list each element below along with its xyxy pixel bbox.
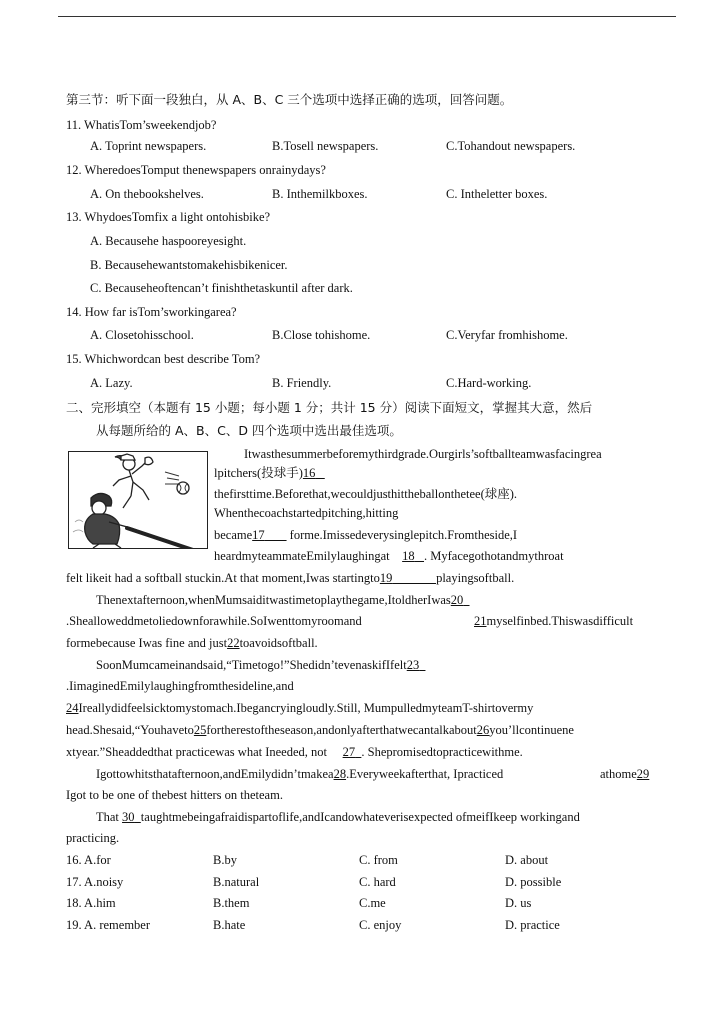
blank-20[interactable]: 20 [450, 593, 464, 607]
q13-option-a: A. Becausehe haspooreyesight. [90, 234, 247, 248]
blank-22[interactable]: 22 [227, 636, 240, 650]
p1-line3: thefirsttime.Beforethat,wecouldjusthittheballonthetee(球座). [214, 487, 518, 501]
q14-option-b: B.Close tohishome. [272, 328, 371, 342]
q13-option-b: B. Becausehewantstomakehisbikenicer. [90, 258, 288, 272]
p5-line2: practicing. [66, 831, 120, 845]
question-14: 14. How far isTom’sworkingarea? [66, 305, 237, 319]
p3-line5: xtyear.”Sheaddedthat practicewas what Ineeded, not 27 . Shepromisedtopracticewithme. [66, 745, 523, 759]
question-15: 15. Whichwordcan best describe Tom? [66, 352, 261, 366]
q11-option-b: B.Tosell newspapers. [272, 139, 379, 153]
blank-27[interactable]: 27 [342, 745, 356, 759]
p2-line1: Thenextafternoon,whenMumsaiditwastimetoplaythegame,ItoldherIwas20 [96, 592, 470, 608]
p3-line4: head.Shesaid,“Youhaveto25fortherestoftheseason,andonlyafterthatwecantalkabout26you’llcontinuene [66, 723, 574, 737]
p1-line1: Itwasthesummerbeforemythirdgrade.Ourgirls’softballteamwasfacingrea [244, 447, 602, 461]
cloze-title-line2: 从每题所给的 A、B、C、D 四个选项中选出最佳选项。 [96, 423, 402, 438]
softball-illustration [68, 451, 208, 549]
p1-line6: heardmyteammateEmilylaughingat 18 . Myfacegothotandmythroat [214, 549, 564, 563]
q12-option-a: A. On thebookshelves. [90, 187, 204, 201]
blank-16[interactable]: 16 [302, 466, 316, 480]
p3-line2: .IimaginedEmilylaughingfromthesideline,and [66, 679, 294, 693]
q12-option-c: C. Intheletter boxes. [446, 187, 548, 201]
blank-25[interactable]: 25 [193, 723, 207, 737]
p2-line3: formebecause Iwas fine and just22toavoidsoftball. [66, 636, 318, 650]
q14-option-c: C.Veryfar fromhishome. [446, 328, 568, 342]
section3-title: 第三节：听下面一段独白，从 A、B、C 三个选项中选择正确的选项，回答问题。 [66, 92, 513, 107]
q13-option-c: C. Becauseheoftencan’t finishthetaskuntil after dark. [90, 281, 353, 295]
blank-19[interactable]: 19 [379, 571, 393, 585]
q15-option-b: B. Friendly. [272, 376, 332, 390]
blank-17[interactable]: 17 [252, 528, 265, 542]
q17-option-a: 17. A.noisy [66, 875, 124, 889]
p2-line2: .Shealloweddmetoliedownforawhile.SoIwenttomyroomand [66, 614, 362, 628]
blank-29[interactable]: 29 [636, 767, 650, 781]
question-13: 13. WhydoesTomfix a light ontohisbike? [66, 210, 271, 224]
p2-line2b: 21myselfinbed.Thiswasdifficult [474, 614, 634, 628]
p4-line1c: athome29 [600, 767, 650, 781]
q16-option-c: C. from [359, 853, 398, 867]
softball-ball [177, 482, 189, 494]
p4-line2: Igot to be one of thebest hitters on theteam. [66, 788, 283, 802]
blank-21[interactable]: 21 [474, 614, 487, 628]
blank-23[interactable]: 23 [406, 658, 420, 672]
q16-option-b: B.by [213, 853, 237, 867]
motion-lines [165, 472, 179, 484]
p1-line2: lpitchers(投球手)16 [214, 465, 325, 481]
blank-18[interactable]: 18 [402, 549, 415, 563]
blank-24[interactable]: 24 [66, 701, 79, 715]
question-12: 12. WheredoesTomput thenewspapers onrainydays? [66, 163, 326, 177]
q19-option-c: C. enjoy [359, 918, 402, 932]
softball-players-drawing [69, 452, 207, 548]
q18-option-a: 18. A.him [66, 896, 116, 910]
q15-option-c: C.Hard-working. [446, 376, 532, 390]
q16-option-d: D. about [505, 853, 549, 867]
q19-option-d: D. practice [505, 918, 560, 932]
batter-figure [85, 493, 193, 548]
q11-option-c: C.Tohandout newspapers. [446, 139, 576, 153]
q16-option-a: 16. A.for [66, 853, 111, 867]
q17-option-d: D. possible [505, 875, 562, 889]
q19-option-b: B.hate [213, 918, 246, 932]
blank-26[interactable]: 26 [476, 723, 490, 737]
pitcher-figure [113, 454, 153, 508]
p4-line1: Igottowhitsthatafternoon,andEmilydidn’tmakea28.Everyweekafterthat, Ipracticed [96, 767, 504, 781]
q15-option-a: A. Lazy. [90, 376, 133, 390]
p1-line7: felt likeit had a softball stuckin.At that moment,Iwas startingto19 playingsoftball. [66, 571, 515, 585]
q14-option-a: A. Closetohisschool. [90, 328, 194, 342]
q18-option-b: B.them [213, 896, 250, 910]
p3-line1: SoonMumcameinandsaid,“Timetogo!”Shedidn’tevenaskifIfelt23 [96, 657, 425, 673]
q18-option-c: C.me [359, 896, 386, 910]
p5-line1: That 30 taughtmebeingafraidispartoflife,andIcandowhateverisexpected ofmeifIkeep workingand [96, 810, 580, 824]
q19-option-a: 19. A. remember [66, 918, 151, 932]
q17-option-c: C. hard [359, 875, 396, 889]
q18-option-d: D. us [505, 896, 532, 910]
q17-option-b: B.natural [213, 875, 260, 889]
p1-line4: Whenthecoachstartedpitching,hitting [214, 506, 399, 520]
question-11: 11. WhatisTom’sweekendjob? [66, 118, 217, 132]
cloze-title-line1: 二、完形填空（本题有 15 小题；每小题 1 分；共计 15 分）阅读下面短文，掌握其大意，然后 [66, 400, 593, 415]
q11-option-a: A. Toprint newspapers. [90, 139, 207, 153]
q12-option-b: B. Inthemilkboxes. [272, 187, 368, 201]
header-rule [58, 16, 676, 17]
p3-line3: 24Ireallydidfeelsicktomystomach.Ibegancryingloudly.Still, MumpulledmyteamT-shirtovermy [66, 701, 534, 715]
blank-30[interactable]: 30 [122, 810, 135, 824]
p1-line5: became17 forme.Imissedeverysinglepitch.Fromtheside,I [214, 528, 518, 542]
blank-28[interactable]: 28 [333, 767, 347, 781]
